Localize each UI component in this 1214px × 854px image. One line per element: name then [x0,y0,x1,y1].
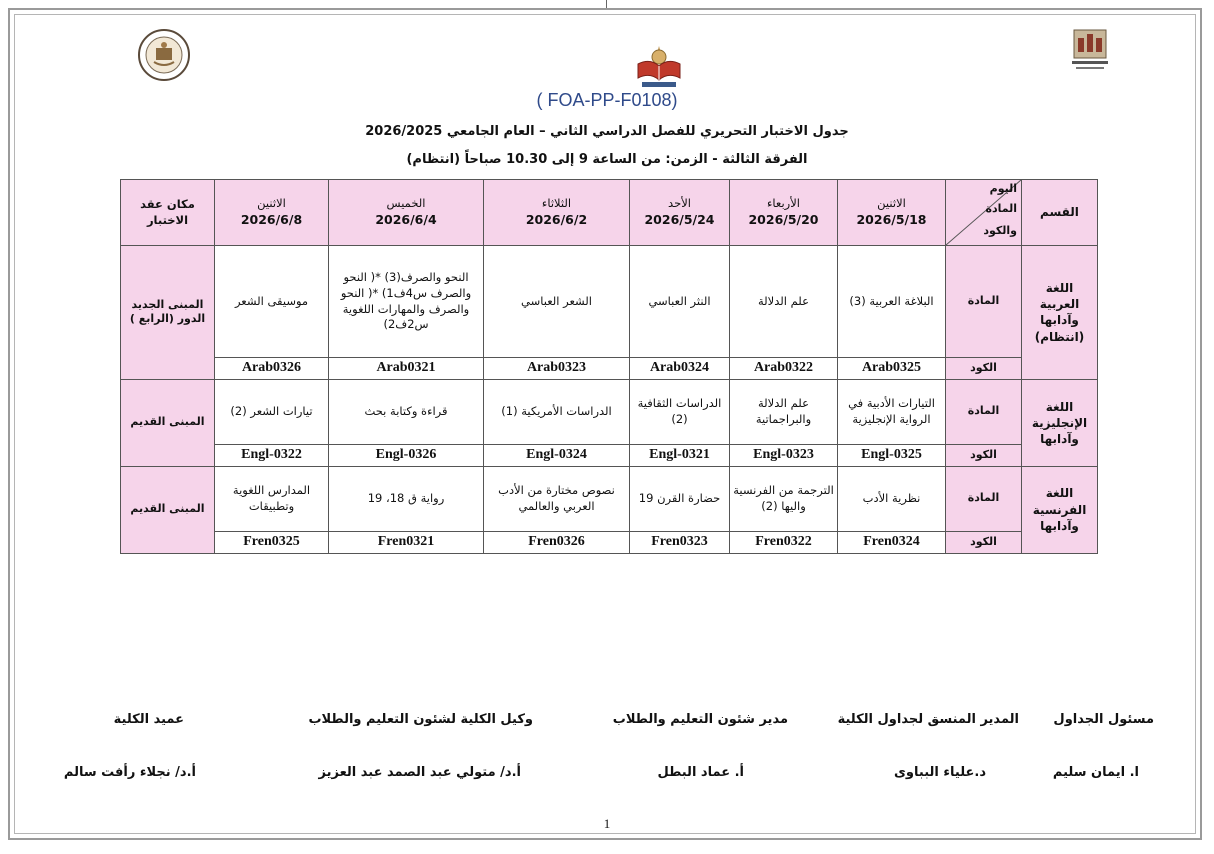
header-day-5 [215,180,329,246]
header-corner [946,180,1022,246]
signature-role-2: مدير شئون التعليم والطلاب [612,712,788,727]
table-row [121,246,1098,358]
code-cell: Fren0323 [630,531,730,553]
table-row [121,358,1098,380]
page-number: 1 [603,816,611,831]
subject-cell: موسيقى الشعر [215,246,329,358]
header-dept: القسم [1022,180,1098,246]
signature-name-2: أ. عماد البطل [657,765,744,780]
signature-role-0: مسئول الجداول [1053,712,1154,727]
code-cell: Engl-0325 [838,444,946,466]
material-label: المادة [946,379,1022,444]
top-tick-mark [606,0,607,8]
day-name: الأحد [668,196,691,211]
subject-cell: علم الدلالة [730,246,838,358]
subject-cell: النحو والصرف(3) *( النحو والصرف س4ف1) *( النحو والصرف والمهارات اللغوية س2ف2) [329,246,484,358]
subject-cell: الدراسات الأمريكية (1) [484,379,630,444]
header-day-1 [730,180,838,246]
subject-cell: حضارة القرن 19 [630,466,730,531]
signature-name-0: ا. ايمان سليم [1052,765,1139,780]
day-date: 2026/5/20 [748,211,819,227]
header-day-0 [838,180,946,246]
code-cell: Fren0322 [730,531,838,553]
subject-cell: الترجمة من الفرنسية واليها (2) [730,466,838,531]
header-day-3 [484,180,630,246]
dept-cell: اللغة العربية وآدابها (انتظام) [1022,246,1098,380]
code-cell: Engl-0326 [329,444,484,466]
header-place: مكان عقد الاختبار [121,180,215,246]
day-date: 2026/6/4 [375,211,437,227]
day-name: الاثنين [877,196,906,211]
schedule-title: جدول الاختبار التحريري للفصل الدراسي الثاني – العام الجامعي 2026/2025 [365,124,849,139]
code-cell: Fren0325 [215,531,329,553]
university-logo [1068,28,1112,74]
place-cell: المبنى الجديد الدور (الرابع ) [121,246,215,380]
signature-role-1: المدير المنسق لجداول الكلية [837,712,1019,727]
signature-name-4: أ.د/ نجلاء رأفت سالم [63,765,196,780]
subject-cell: رواية ق 18، 19 [329,466,484,531]
day-date: 2026/6/2 [525,211,588,227]
schedule-subtitle: الفرقة الثالثة - الزمن: من الساعة 9 إلى 10.30 صباحاً (انتظام) [406,152,808,167]
subject-cell: البلاغة العربية (3) [838,246,946,358]
table-row [121,444,1098,466]
code-cell: Arab0324 [630,358,730,380]
table-row [121,466,1098,531]
day-name: الأربعاء [767,196,800,211]
university-seal-logo [137,28,191,82]
material-label: المادة [946,246,1022,358]
subject-cell: الشعر العباسي [484,246,630,358]
subject-cell: تيارات الشعر (2) [215,379,329,444]
subject-cell: المدارس اللغوية وتطبيقات [215,466,329,531]
header-row [121,180,1098,246]
corner-code-label: والكود [983,224,1017,237]
day-name: الخميس [386,196,426,211]
faculty-emblem-logo [630,42,688,90]
code-cell: Fren0326 [484,531,630,553]
form-code: ( FOA-PP-F0108) [536,90,678,110]
place-cell: المبنى القديم [121,466,215,553]
subject-cell: قراءة وكتابة بحث [329,379,484,444]
day-date: 2026/5/18 [856,211,927,227]
exam-schedule-table [120,179,1098,554]
code-cell: Arab0325 [838,358,946,380]
header-day-2 [630,180,730,246]
code-cell: Arab0323 [484,358,630,380]
subject-cell: النثر العباسي [630,246,730,358]
day-name: الاثنين [257,196,286,211]
material-label: المادة [946,466,1022,531]
code-cell: Engl-0321 [630,444,730,466]
header-day-4 [329,180,484,246]
code-cell: Fren0321 [329,531,484,553]
code-cell: Fren0324 [838,531,946,553]
signature-name-3: أ.د/ متولي عبد الصمد عبد العزيز [318,765,521,780]
code-cell: Engl-0322 [215,444,329,466]
code-cell: Arab0322 [730,358,838,380]
place-cell: المبنى القديم [121,379,215,466]
code-cell: Arab0321 [329,358,484,380]
subject-cell: التيارات الأدبية في الرواية الإنجليزية [838,379,946,444]
corner-material-label: المادة [985,202,1017,215]
signature-name-1: د.علياء البباوى [894,765,986,780]
code-cell: Engl-0324 [484,444,630,466]
signature-role-4: عميد الكلية [113,712,184,727]
code-label: الكود [946,531,1022,553]
code-label: الكود [946,358,1022,380]
day-date: 2026/6/8 [240,211,303,227]
corner-day-label: اليوم [989,182,1017,195]
subject-cell: نصوص مختارة من الأدب العربي والعالمي [484,466,630,531]
day-name: الثلاثاء [541,196,572,211]
signature-role-3: وكيل الكلية لشئون التعليم والطلاب [308,712,533,727]
dept-cell: اللغة الإنجليزية وآدابها [1022,379,1098,466]
code-cell: Engl-0323 [730,444,838,466]
subject-cell: الدراسات الثقافية (2) [630,379,730,444]
dept-cell: اللغة الفرنسية وآدابها [1022,466,1098,553]
day-date: 2026/5/24 [644,211,715,227]
code-label: الكود [946,444,1022,466]
table-row [121,531,1098,553]
subject-cell: نظرية الأدب [838,466,946,531]
code-cell: Arab0326 [215,358,329,380]
subject-cell: علم الدلالة والبراجماتية [730,379,838,444]
table-row [121,379,1098,444]
